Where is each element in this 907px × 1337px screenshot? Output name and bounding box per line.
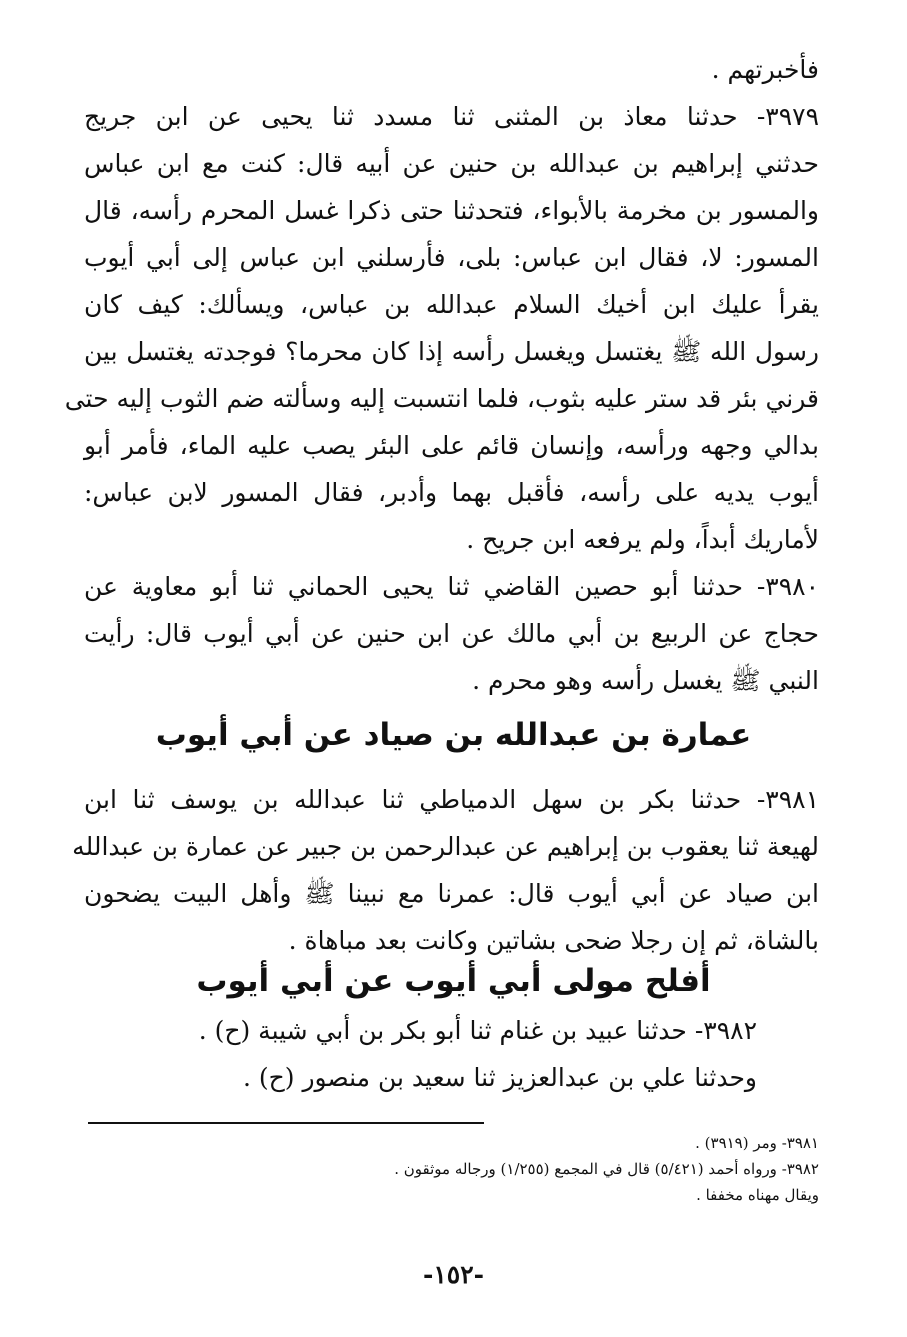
body-line: حدثني إبراهيم بن عبدالله بن حنين عن أبيه قال: كنت مع ابن عباس xyxy=(84,149,819,178)
body-line: بدالي وجهه ورأسه، وإنسان قائم على البئر يصب عليه الماء، فأمر أبو xyxy=(84,431,819,460)
body-line: بالشاة، ثم إن رجلا ضحى بشاتين وكانت بعد مباهاة . xyxy=(288,926,819,955)
footnote: ويقال مهناه مخففا . xyxy=(696,1186,819,1204)
body-line: ٣٩٨٠- حدثنا أبو حصين القاضي ثنا يحيى الحماني ثنا أبو معاوية عن xyxy=(84,572,819,601)
body-line: أيوب يديه على رأسه، فأقبل بهما وأدبر، فقال المسور لابن عباس: xyxy=(84,478,819,507)
footnote: ٣٩٨١- ومر (٣٩١٩) . xyxy=(695,1134,819,1152)
body-line: لهيعة ثنا يعقوب بن إبراهيم عن عبدالرحمن بن جبير عن عمارة بن عبدالله xyxy=(72,832,819,861)
body-line: رسول الله ﷺ يغتسل ويغسل رأسه إذا كان محرما؟ فوجدته يغتسل بين xyxy=(84,337,819,366)
body-line: قرني بئر قد ستر عليه بثوب، فلما انتسبت إليه وسألته ضم الثوب إليه حتى xyxy=(64,384,819,413)
body-line: المسور: لا، فقال ابن عباس: بلى، فأرسلني ابن عباس إلى أبي أيوب xyxy=(84,243,819,272)
body-line: النبي ﷺ يغسل رأسه وهو محرم . xyxy=(472,666,819,695)
body-line: ٣٩٧٩- حدثنا معاذ بن المثنى ثنا مسدد ثنا يحيى عن ابن جريج xyxy=(84,102,819,131)
footnote: ٣٩٨٢- ورواه أحمد (٥/٤٢١) قال في المجمع (١/٢٥٥) ورجاله موثقون . xyxy=(394,1160,819,1178)
body-line: ابن صياد عن أبي أيوب قال: عمرنا مع نبينا ﷺ وأهل البيت يضحون xyxy=(84,879,819,908)
section-heading: عمارة بن عبدالله بن صياد عن أبي أيوب xyxy=(155,717,752,753)
body-line: لأماريك أبداً، ولم يرفعه ابن جريح . xyxy=(466,525,819,554)
footnote-divider xyxy=(88,1122,484,1124)
body-line: وحدثنا علي بن عبدالعزيز ثنا سعيد بن منصور (ح) . xyxy=(242,1063,757,1092)
body-line: ٣٩٨١- حدثنا بكر بن سهل الدمياطي ثنا عبدالله بن يوسف ثنا ابن xyxy=(84,785,819,814)
body-line: يقرأ عليك ابن أخيك السلام عبدالله بن عباس، ويسألك: كيف كان xyxy=(84,290,819,319)
body-line: ٣٩٨٢- حدثنا عبيد بن غنام ثنا أبو بكر بن أبي شيبة (ح) . xyxy=(198,1016,757,1045)
page-number: -١٥٢- xyxy=(422,1260,485,1289)
body-line: حجاج عن الربيع بن أبي مالك عن ابن حنين عن أبي أيوب قال: رأيت xyxy=(84,619,819,648)
section-heading: أفلح مولى أبي أيوب عن أبي أيوب xyxy=(196,963,711,999)
body-line: والمسور بن مخرمة بالأبواء، فتحدثنا حتى ذكرا غسل المحرم رأسه، قال xyxy=(84,196,819,225)
body-line: فأخبرتهم . xyxy=(711,55,819,84)
